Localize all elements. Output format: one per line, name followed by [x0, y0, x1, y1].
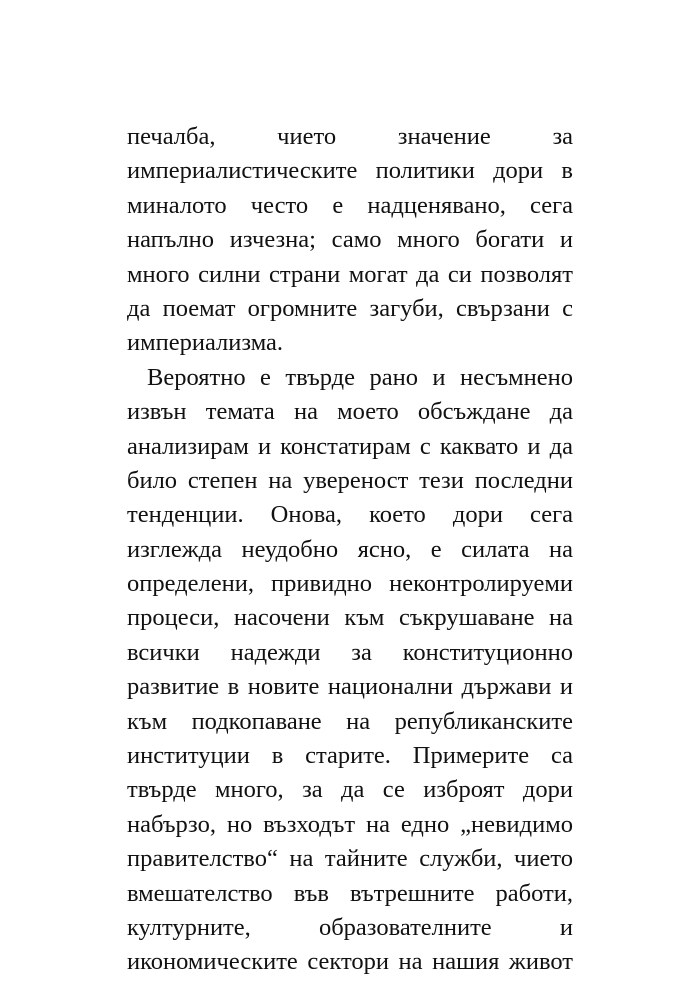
text-line: печалба, чието значение за [127, 123, 573, 150]
text-line: набързо, но възходът на едно „невидимо [127, 810, 573, 838]
text-line: твърде много, за да се изброят дори [127, 776, 573, 804]
text-line: вмешателство във вътрешните работи, [127, 879, 573, 907]
text-line: определени, привидно неконтролируеми [127, 570, 573, 598]
text-line: Вероятно е твърде рано и несъмнено [147, 363, 573, 391]
text-line: правителство“ на тайните служби, чието [127, 845, 573, 873]
text-line: напълно изчезна; само много богати и [127, 226, 573, 254]
text-line: изглежда неудобно ясно, е силата на [127, 535, 573, 563]
text-line: процеси, насочени към съкрушаване на [127, 604, 573, 632]
text-line: да поемат огромните загуби, свързани с [127, 294, 573, 322]
text-line: институции в старите. Примерите са [127, 742, 573, 770]
text-line: извън темата на моето обсъждане да [127, 398, 573, 426]
text-line: икономическите сектори на нашия живот [127, 948, 573, 976]
text-line: тенденции. Онова, което дори сега [127, 501, 573, 529]
text-line: всички надежди за конституционно [127, 638, 573, 666]
paragraph-1 [127, 120, 573, 361]
text-line: било степен на увереност тези последни [127, 466, 573, 494]
text-line: миналото често е надценявано, сега [127, 191, 573, 219]
text-line: развитие в новите национални държави и [127, 673, 573, 701]
text-line: анализирам и констатирам с каквато и да [127, 432, 573, 460]
text-line: към подкопаване на републиканските [127, 707, 573, 735]
paragraph-2 [127, 361, 573, 980]
text-line: империалистическите политики дори в [127, 157, 573, 185]
body-text [127, 120, 573, 980]
text-line: много силни страни могат да си позволят [127, 260, 573, 288]
text-line: империализма. [127, 329, 284, 357]
text-line: културните, образователните и [127, 913, 573, 941]
